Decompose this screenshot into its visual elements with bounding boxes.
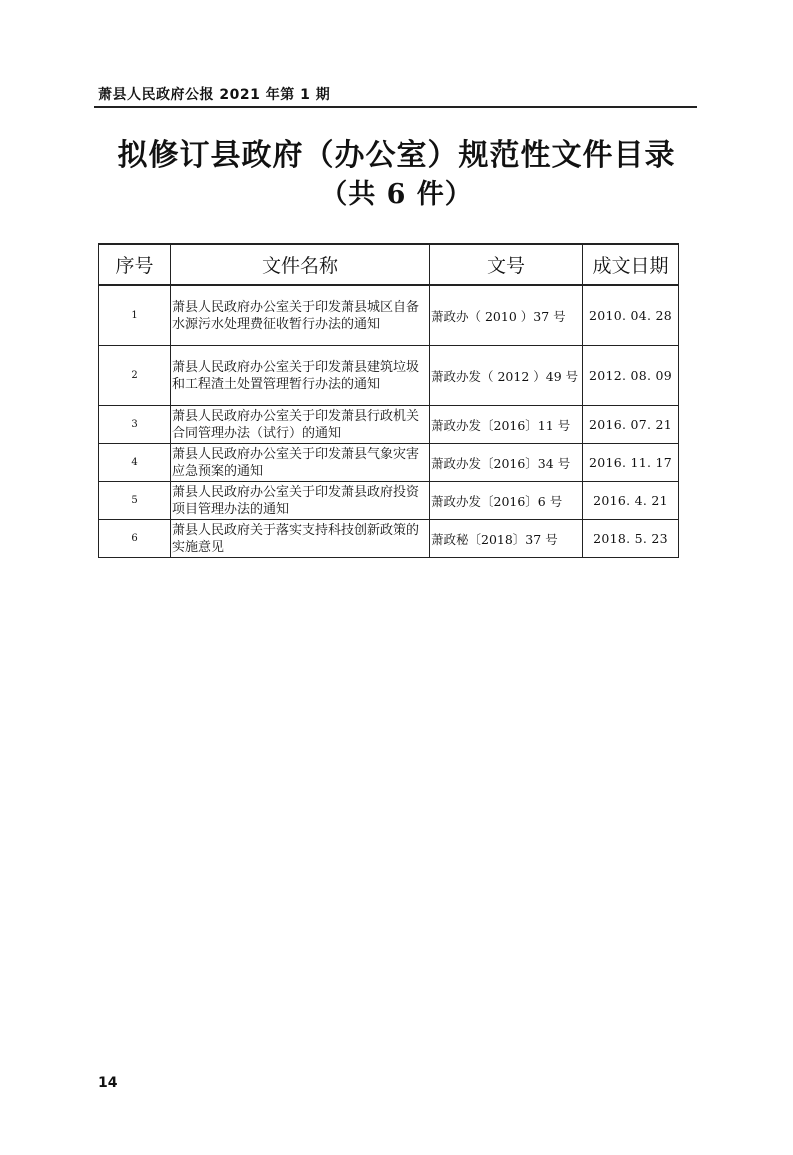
cell-file-name: 萧县人民政府办公室关于印发萧县城区自备水源污水处理费征收暂行办法的通知 [171,285,430,346]
cell-issue-date: 2016. 11. 17 [583,444,679,482]
cell-serial: 5 [99,482,171,520]
cell-serial: 3 [99,406,171,444]
table-row [99,482,679,520]
column-header-file-name: 文件名称 [171,244,430,285]
cell-issue-date: 2010. 04. 28 [583,285,679,346]
cell-file-name: 萧县人民政府办公室关于印发萧县建筑垃圾和工程渣土处置管理暂行办法的通知 [171,346,430,406]
cell-doc-number: 萧政办发〔2016〕34 号 [430,444,583,482]
table-row [99,406,679,444]
cell-issue-date: 2012. 08. 09 [583,346,679,406]
table-row [99,444,679,482]
document-catalog-table [98,243,679,558]
cell-serial: 1 [99,285,171,346]
cell-doc-number: 萧政办（ 2010 ）37 号 [430,285,583,346]
column-header-serial: 序号 [99,244,171,285]
document-subtitle: （共 6 件） [320,179,473,210]
table-row [99,346,679,406]
cell-file-name: 萧县人民政府办公室关于印发萧县政府投资项目管理办法的通知 [171,482,430,520]
column-header-doc-number: 文号 [430,244,583,285]
header-divider [94,106,697,108]
cell-issue-date: 2016. 4. 21 [583,482,679,520]
cell-file-name: 萧县人民政府办公室关于印发萧县行政机关合同管理办法（试行）的通知 [171,406,430,444]
cell-doc-number: 萧政办发〔2016〕6 号 [430,482,583,520]
cell-doc-number: 萧政秘〔2018〕37 号 [430,520,583,558]
column-header-issue-date: 成文日期 [583,244,679,285]
cell-serial: 6 [99,520,171,558]
cell-doc-number: 萧政办发〔2016〕11 号 [430,406,583,444]
table-row [99,285,679,346]
cell-file-name: 萧县人民政府关于落实支持科技创新政策的实施意见 [171,520,430,558]
cell-file-name: 萧县人民政府办公室关于印发萧县气象灾害应急预案的通知 [171,444,430,482]
page-number: 14 [98,1075,118,1091]
table-header-row [99,244,679,285]
document-title: 拟修订县政府（办公室）规范性文件目录 [117,138,676,173]
cell-serial: 2 [99,346,171,406]
cell-issue-date: 2016. 07. 21 [583,406,679,444]
table-row [99,520,679,558]
cell-serial: 4 [99,444,171,482]
cell-doc-number: 萧政办发（ 2012 ）49 号 [430,346,583,406]
cell-issue-date: 2018. 5. 23 [583,520,679,558]
running-header: 萧县人民政府公报 2021 年第 1 期 [98,87,331,103]
